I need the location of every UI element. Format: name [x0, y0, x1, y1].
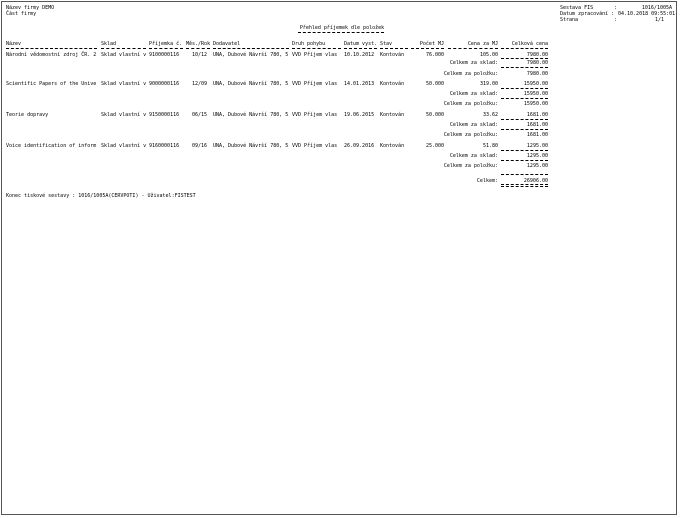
pol-total-label: Celkem za položku:	[443, 163, 498, 169]
col-druh: Druh pohybu	[292, 41, 326, 47]
sum-line	[501, 129, 548, 130]
sum-line	[501, 98, 548, 99]
row-cena: 105.00	[479, 52, 498, 58]
colon-1: :	[614, 5, 618, 11]
row-stav: Kontován	[380, 52, 405, 58]
sum-line	[501, 88, 548, 89]
sum-line	[501, 119, 548, 120]
row-sklad: Sklad vlastní v	[101, 112, 147, 118]
col-sklad: Sklad	[101, 41, 117, 47]
row-pocet: 76.000	[425, 52, 444, 58]
page-label: Strana	[560, 17, 579, 23]
row-nazev: Teorie dopravy	[6, 112, 49, 118]
grand-total-label: Celkem:	[476, 178, 498, 184]
row-mesrok: 12/09	[192, 81, 208, 87]
col-mesrok: Měs./Rok	[186, 41, 211, 47]
hdr-underline	[101, 48, 146, 49]
row-dodavatel: UNA, Dubové Návrší 780, 5	[213, 112, 289, 118]
row-stav: Kontován	[380, 112, 405, 118]
pol-total: 7980.00	[526, 71, 548, 77]
hdr-underline	[149, 48, 183, 49]
col-celkem: Celková cena	[511, 41, 548, 47]
row-pocet: 50.000	[425, 112, 444, 118]
hdr-underline	[344, 48, 377, 49]
sklad-total-label: Celkem za sklad:	[449, 153, 498, 159]
row-prijemka: 9150000116	[149, 112, 180, 118]
hdr-underline	[292, 48, 341, 49]
row-celkem: 1295.00	[526, 143, 548, 149]
sum-line	[501, 160, 548, 161]
pol-total-label: Celkem za položku:	[443, 101, 498, 107]
row-celkem: 7980.00	[526, 52, 548, 58]
report-end-note: Konec tiskové sestavy : 1016/1005A(CERVPOTI) - Uživatel:FISTEST	[6, 193, 196, 199]
hdr-underline	[186, 48, 210, 49]
col-dodavatel: Dodavatel	[213, 41, 241, 47]
processed-value: 04.10.2018 09:55:01	[618, 11, 676, 17]
processed-label: Datum zpracování :	[560, 11, 615, 17]
row-datum: 19.06.2015	[344, 112, 375, 118]
hdr-underline	[501, 48, 548, 49]
sklad-total-label: Celkem za sklad:	[449, 122, 498, 128]
row-prijemka: 9100000116	[149, 52, 180, 58]
col-nazev: Název	[6, 41, 22, 47]
report-page	[1, 1, 677, 515]
row-sklad: Sklad vlastní v	[101, 52, 147, 58]
pol-total: 1681.00	[526, 132, 548, 138]
hdr-underline	[6, 48, 97, 49]
page-value: 1/1	[654, 17, 664, 23]
row-nazev: Voice identification of inform	[6, 143, 97, 149]
row-datum: 14.01.2013	[344, 81, 375, 87]
row-nazev: Scientific Papers of the Unive	[6, 81, 97, 87]
col-prijemka: Příjemka č.	[149, 41, 183, 47]
row-stav: Kontován	[380, 143, 405, 149]
row-celkem: 1681.00	[526, 112, 548, 118]
sum-line	[501, 150, 548, 151]
row-stav: Kontován	[380, 81, 405, 87]
hdr-underline	[411, 48, 444, 49]
row-prijemka: 9160000116	[149, 143, 180, 149]
title-underline	[298, 32, 384, 33]
row-druh: VVD Příjem vlas	[292, 81, 338, 87]
sum-line	[501, 67, 548, 68]
grand-total-double-line	[501, 184, 548, 187]
hdr-underline	[380, 48, 408, 49]
pol-total: 1295.00	[526, 163, 548, 169]
row-mesrok: 06/15	[192, 112, 208, 118]
company-name: Název firmy DEMO	[6, 5, 55, 11]
hdr-underline	[448, 48, 498, 49]
sum-line	[501, 58, 548, 59]
row-pocet: 25.000	[425, 143, 444, 149]
sklad-total: 15950.00	[523, 91, 548, 97]
pol-total-label: Celkem za položku:	[443, 132, 498, 138]
row-dodavatel: UNA, Dubové Návrší 780, 5	[213, 81, 289, 87]
row-pocet: 50.000	[425, 81, 444, 87]
row-druh: VVD Příjem vlas	[292, 52, 338, 58]
grand-total: 26906.00	[523, 178, 548, 184]
row-druh: VVD Příjem vlas	[292, 143, 338, 149]
col-pocet: Počet MJ	[419, 41, 444, 47]
row-prijemka: 9000000116	[149, 81, 180, 87]
row-druh: VVD Příjem vlas	[292, 112, 338, 118]
hdr-underline	[213, 48, 289, 49]
row-datum: 26.09.2016	[344, 143, 375, 149]
sklad-total: 1681.00	[526, 122, 548, 128]
row-datum: 10.10.2012	[344, 52, 375, 58]
sklad-total-label: Celkem za sklad:	[449, 91, 498, 97]
row-mesrok: 09/16	[192, 143, 208, 149]
sklad-total-label: Celkem za sklad:	[449, 60, 498, 66]
col-datum: Datum vyst.	[344, 41, 378, 47]
report-label: Sestava FIS	[560, 5, 594, 11]
row-sklad: Sklad vlastní v	[101, 81, 147, 87]
row-nazev: Národní vědomostní zdroj ČR. 2	[6, 52, 97, 58]
report-title: Přehled příjemek dle položek	[299, 25, 385, 31]
grand-total-line	[501, 174, 548, 175]
colon-2: :	[614, 17, 618, 23]
pol-total: 15950.00	[523, 101, 548, 107]
row-dodavatel: UNA, Dubové Návrší 780, 5	[213, 143, 289, 149]
row-cena: 33.62	[482, 112, 498, 118]
company-part: Část firmy	[6, 11, 37, 17]
col-cena: Cena za MJ	[467, 41, 498, 47]
sklad-total: 1295.00	[526, 153, 548, 159]
row-dodavatel: UNA, Dubové Návrší 780, 5	[213, 52, 289, 58]
col-stav: Stav	[380, 41, 393, 47]
sklad-total: 7980.00	[526, 60, 548, 66]
row-cena: 51.80	[482, 143, 498, 149]
report-code: 1016/1005A	[641, 5, 672, 11]
row-sklad: Sklad vlastní v	[101, 143, 147, 149]
row-mesrok: 10/12	[192, 52, 208, 58]
pol-total-label: Celkem za položku:	[443, 71, 498, 77]
row-celkem: 15950.00	[523, 81, 548, 87]
row-cena: 319.00	[479, 81, 498, 87]
